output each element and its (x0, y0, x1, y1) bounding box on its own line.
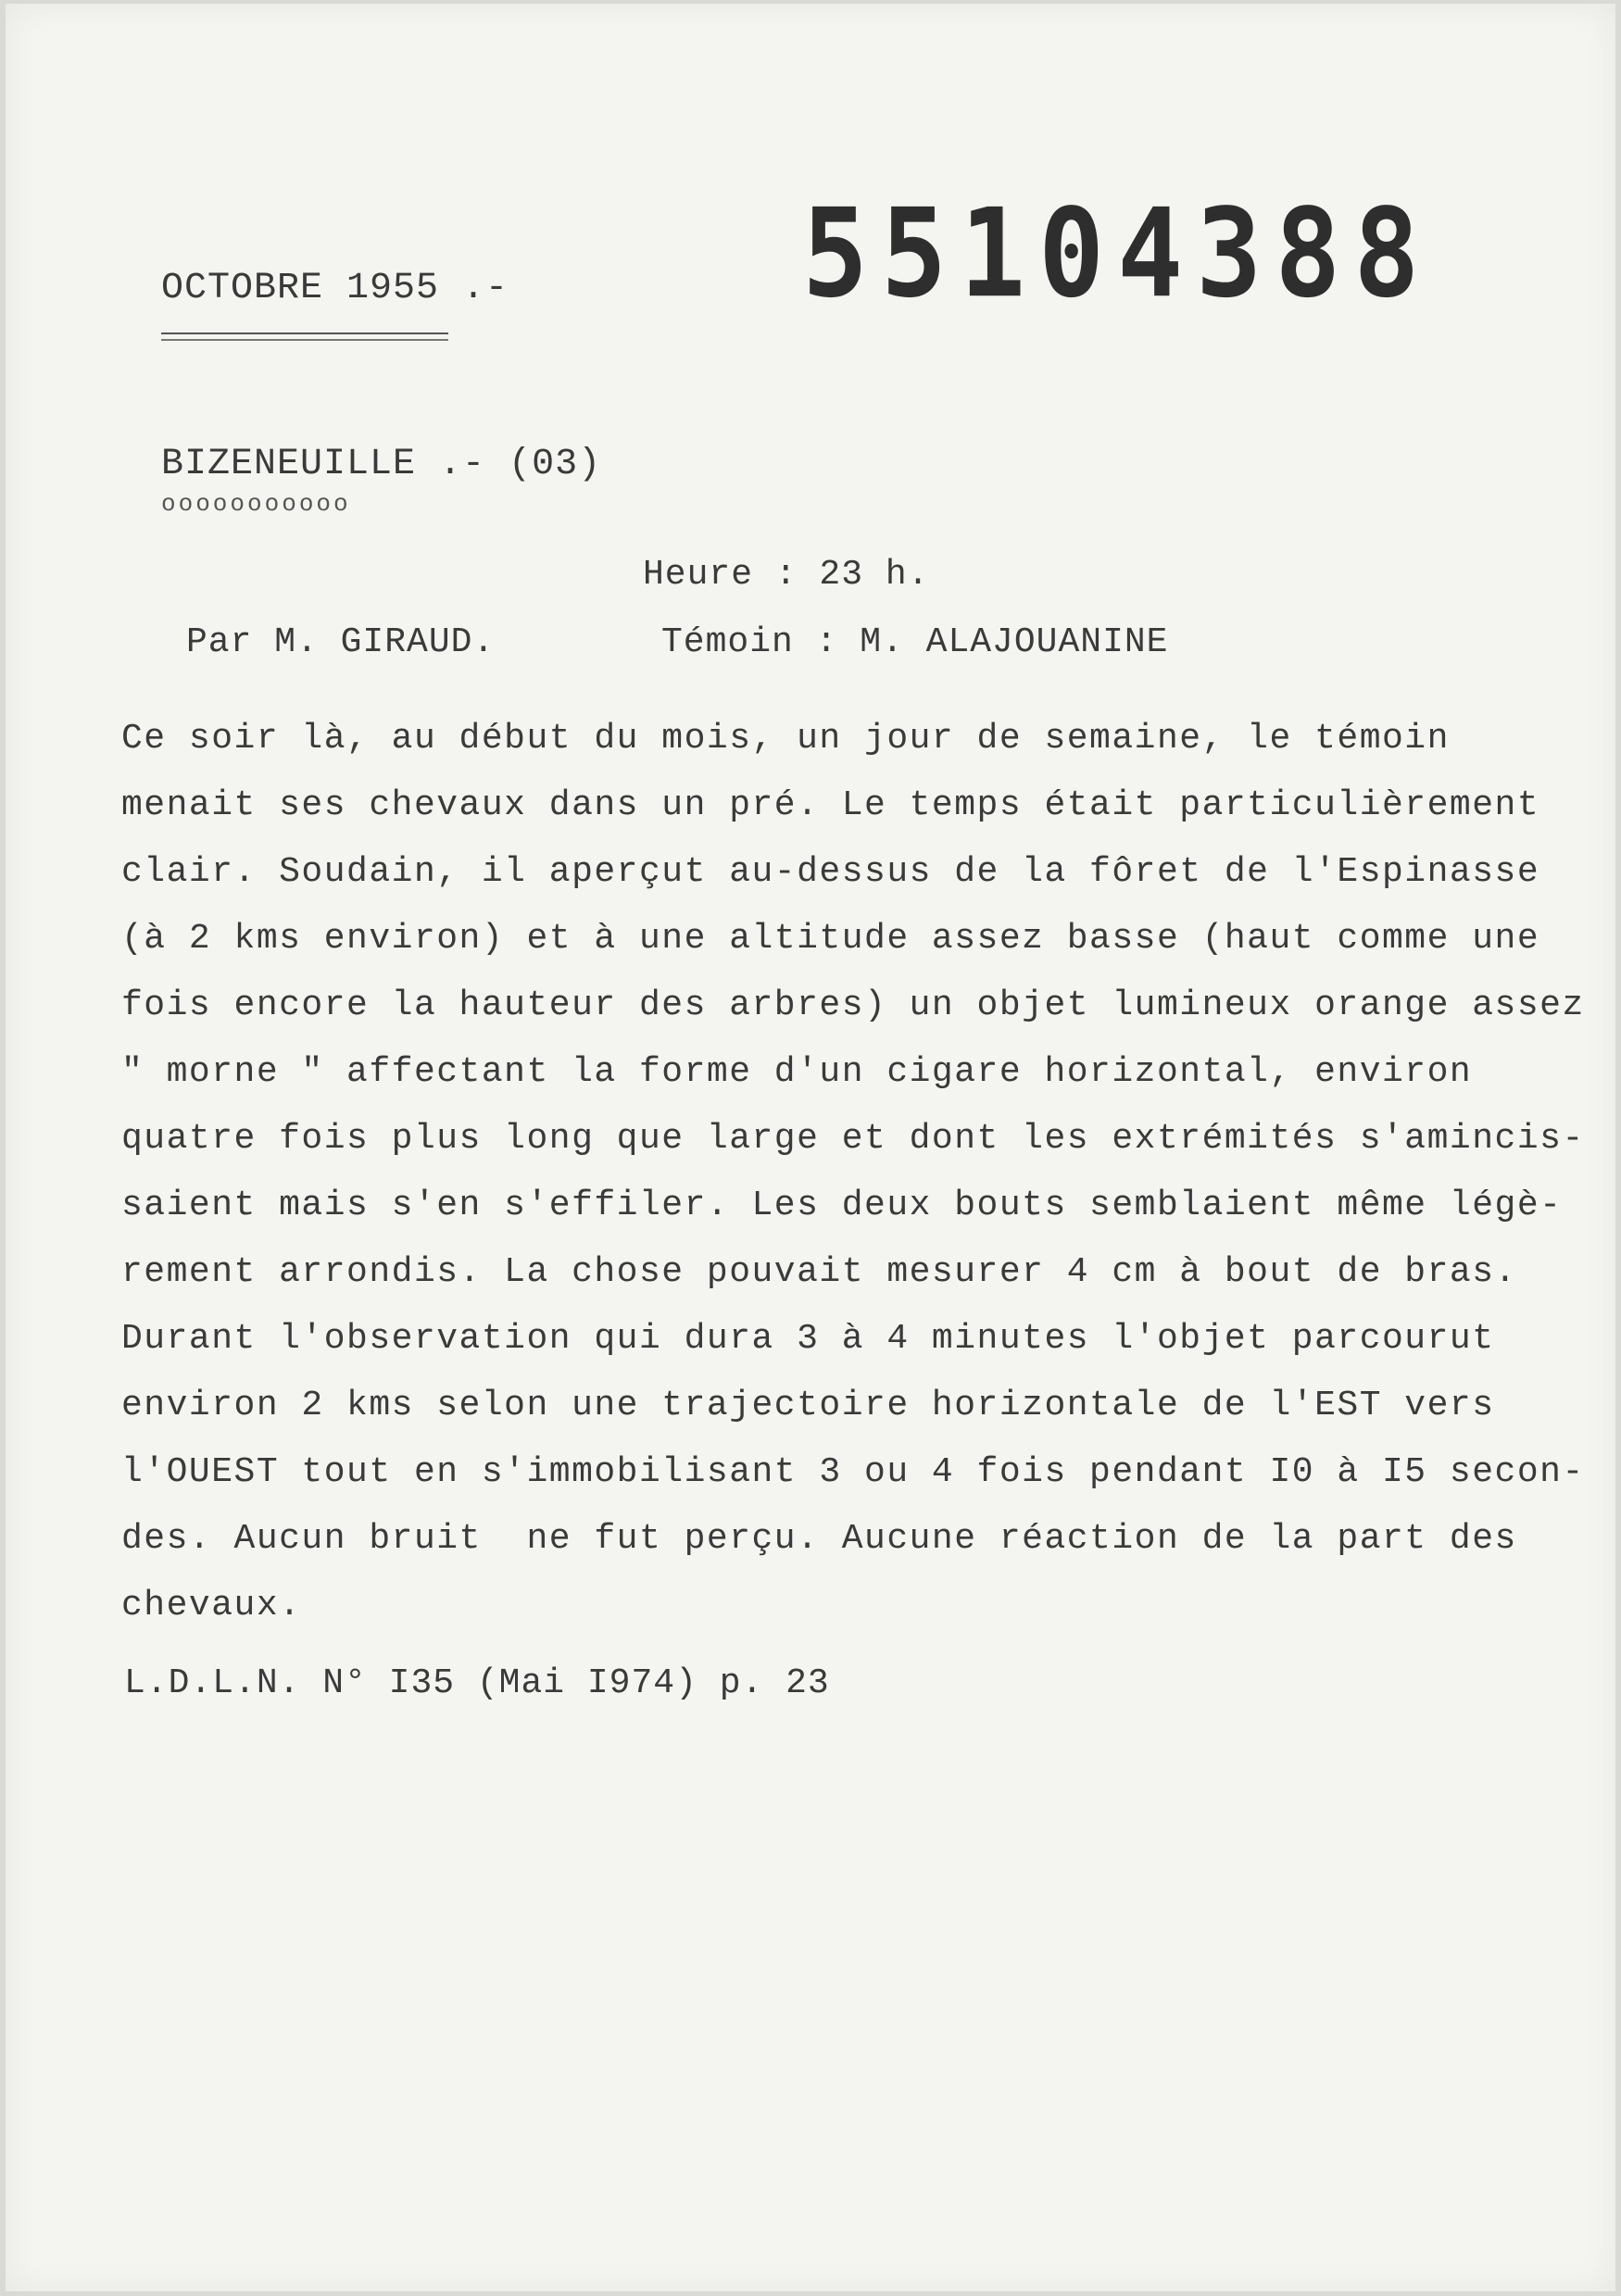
place-underline: ooooooooooo (161, 490, 351, 518)
body-line: environ 2 kms selon une trajectoire horizontale de l'EST vers (121, 1386, 1495, 1425)
body-line: (à 2 kms environ) et à une altitude assez basse (haut comme une (121, 919, 1540, 959)
witness-line: Témoin : M. ALAJOUANINE (661, 622, 1169, 662)
body-line: " morne " affectant la forme d'un cigare horizontal, environ (121, 1052, 1473, 1092)
body-line: quatre fois plus long que large et dont les extrémités s'amincis- (121, 1119, 1585, 1159)
body-line: clair. Soudain, il aperçut au-dessus de la fôret de l'Espinasse (121, 852, 1540, 892)
body-line: saient mais s'en s'effiler. Les deux bouts semblaient même légè- (121, 1186, 1563, 1225)
body-line: Ce soir là, au début du mois, un jour de semaine, le témoin (121, 719, 1450, 759)
document-page (6, 4, 1615, 2291)
body-line: fois encore la hauteur des arbres) un objet lumineux orange assez (121, 985, 1585, 1025)
body-line: Durant l'observation qui dura 3 à 4 minutes l'objet parcourut (121, 1319, 1495, 1359)
body-line: menait ses chevaux dans un pré. Le temps était particulièrement (121, 785, 1540, 825)
time-line: Heure : 23 h. (643, 555, 930, 595)
reporter-line: Par M. GIRAUD. (186, 622, 496, 662)
body-line: rement arrondis. La chose pouvait mesurer 4 cm à bout de bras. (121, 1252, 1517, 1292)
date-underline (161, 332, 448, 341)
body-line: chevaux. (121, 1586, 302, 1625)
report-date: OCTOBRE 1955 .- (161, 268, 509, 309)
report-body (121, 706, 1585, 1639)
body-line: l'OUEST tout en s'immobilisant 3 ou 4 fois pendant I0 à I5 secon- (121, 1452, 1585, 1492)
source-reference: L.D.L.N. N° I35 (Mai I974) p. 23 (124, 1663, 830, 1703)
body-line: des. Aucun bruit ne fut perçu. Aucune réaction de la part des (121, 1519, 1517, 1559)
stamp-number: 55104388 (802, 182, 1433, 325)
place-heading: BIZENEUILLE .- (03) (161, 444, 602, 485)
